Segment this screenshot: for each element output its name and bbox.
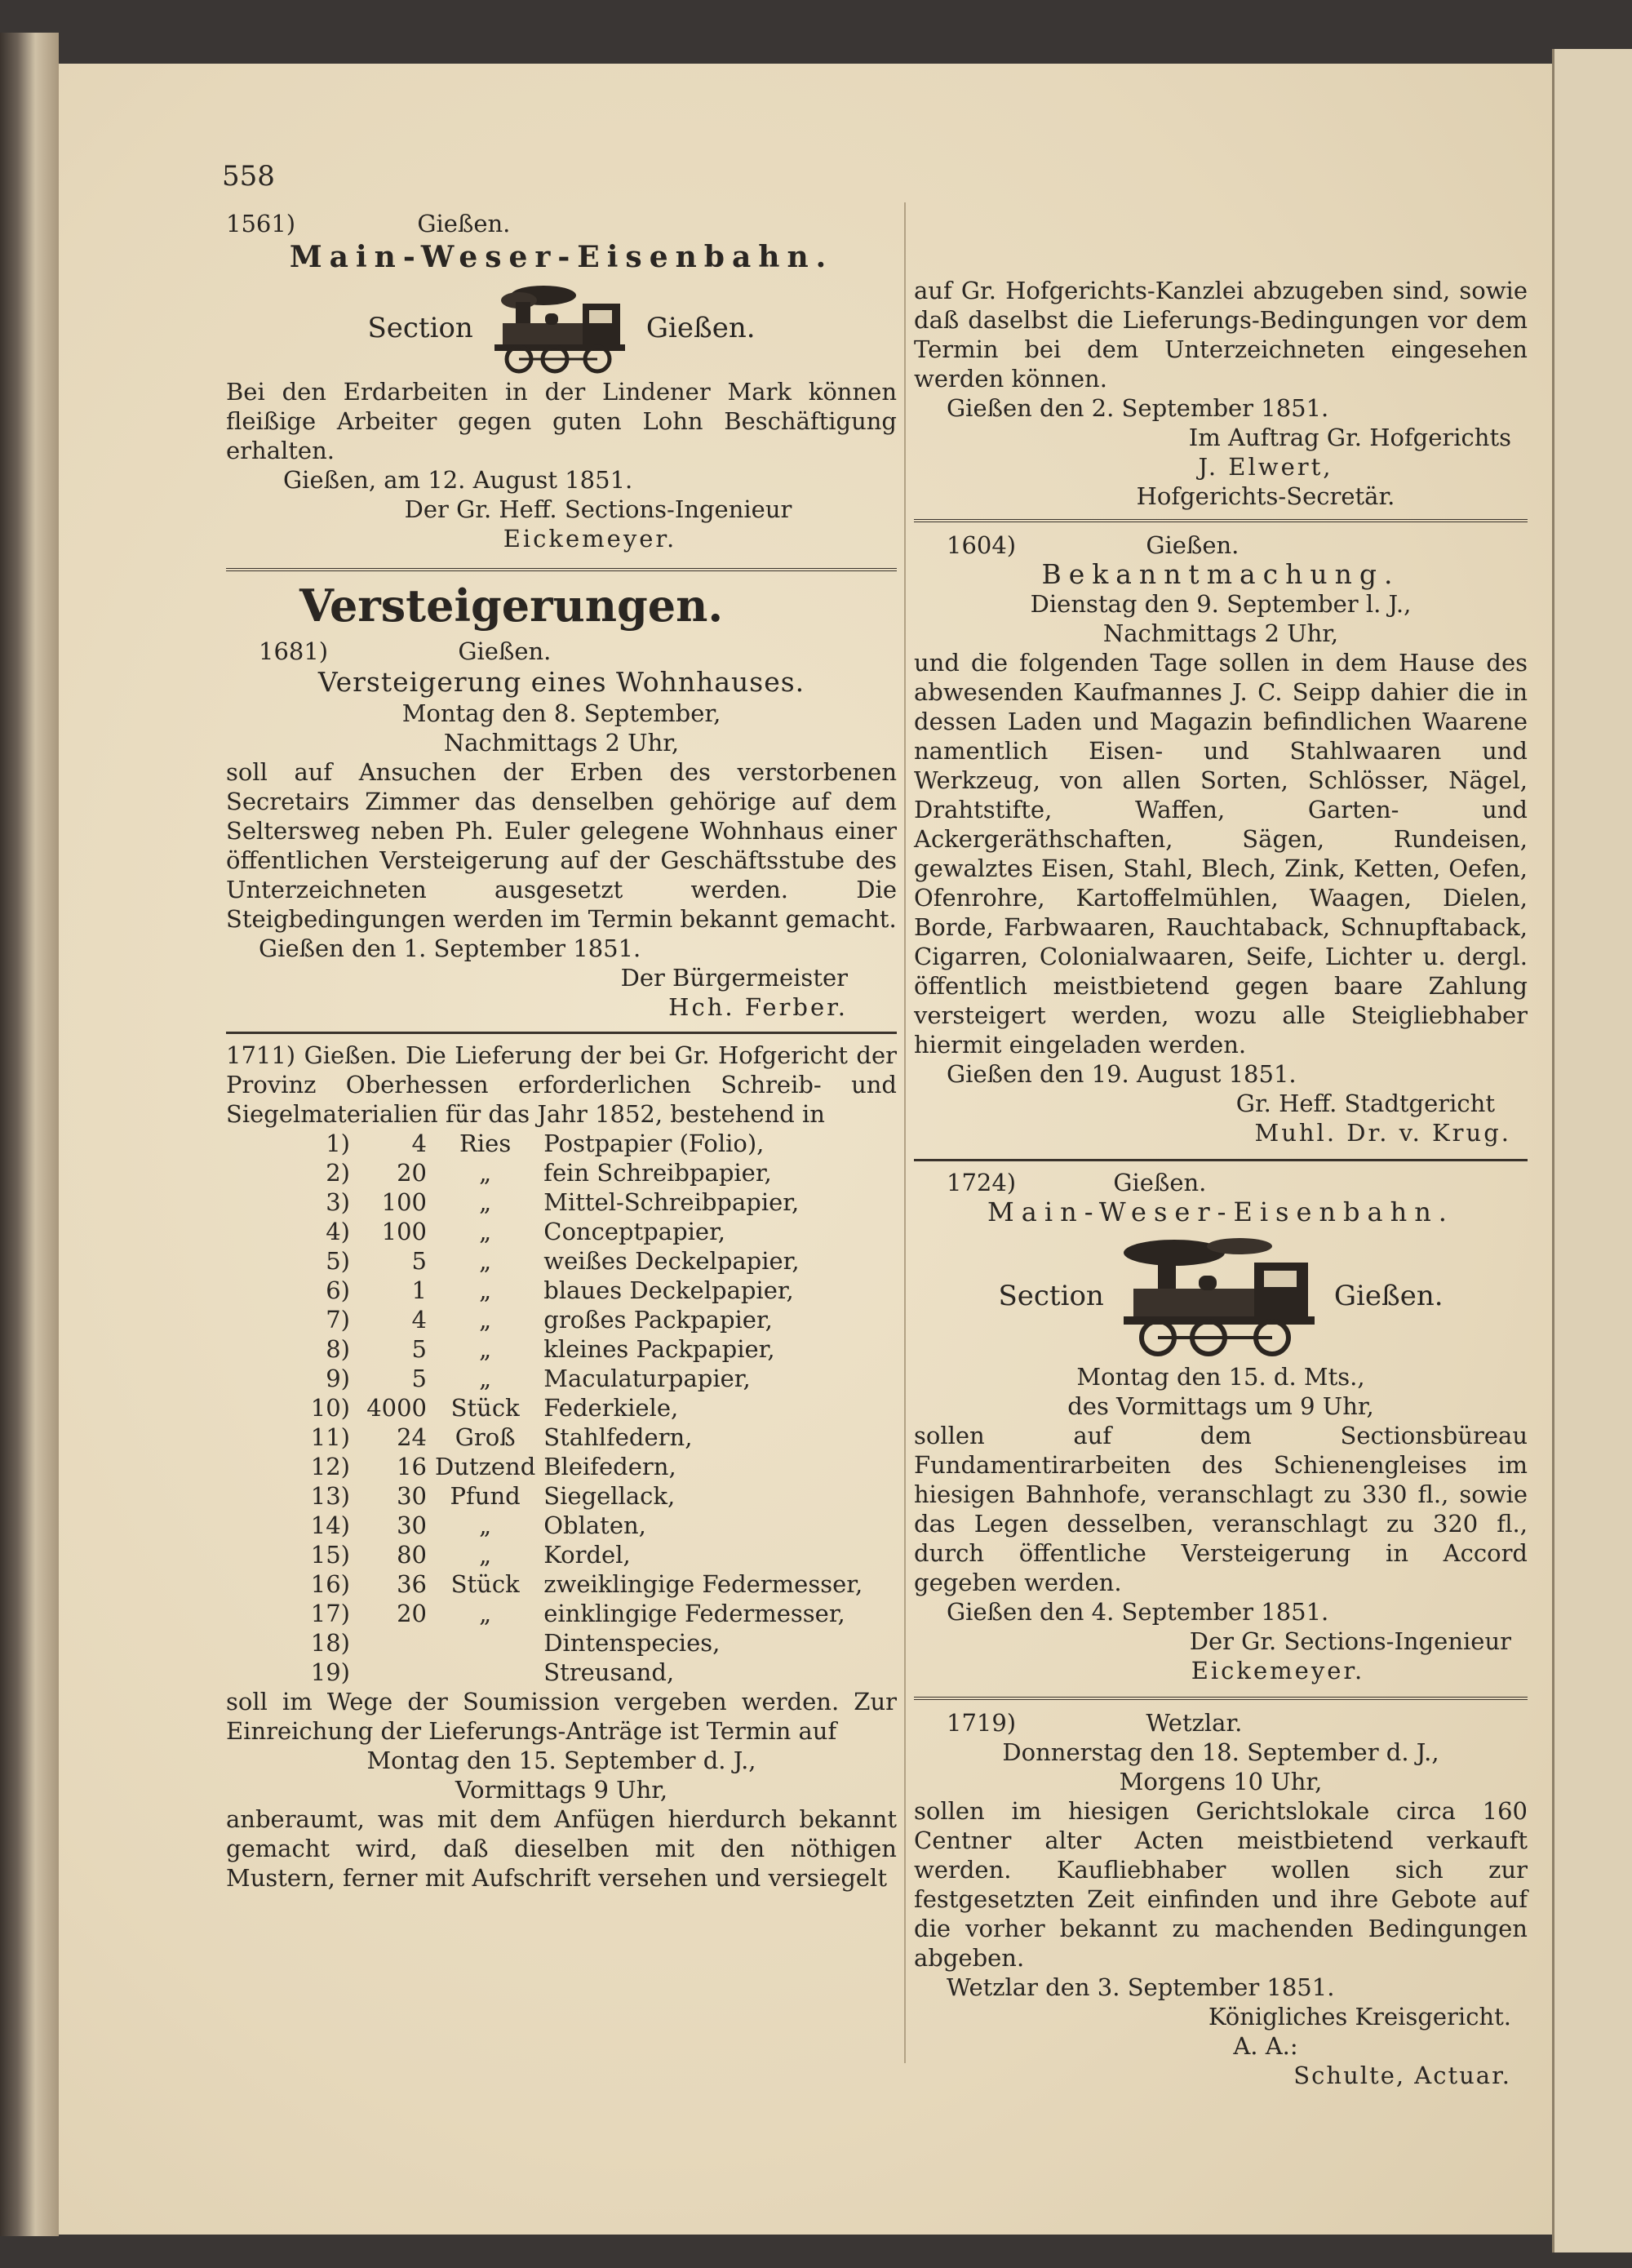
- notice-number: 1604): [947, 531, 1017, 559]
- item-number: 18): [310, 1629, 350, 1657]
- signature-abbrev: A. A.:: [1233, 2032, 1298, 2060]
- notice-time: Nachmittags 2 Uhr,: [1102, 619, 1339, 647]
- section-row: [226, 282, 897, 374]
- notice-text: anberaumt, was mit dem Anfügen hierdurch bekannt gemacht wird, daß dieselben mit den nöthigen Mustern, ferner mit Aufschrift versehen und versiegelt: [226, 1805, 897, 1892]
- item-number: 10): [310, 1394, 350, 1422]
- item-quantity: [358, 1628, 435, 1658]
- item-unit: „: [479, 1159, 492, 1187]
- item-unit: „: [479, 1541, 492, 1569]
- item-number: 9): [326, 1365, 350, 1392]
- item-description: Maculaturpapier,: [543, 1365, 751, 1392]
- divider: [914, 519, 1528, 522]
- notice-text: 1711) Gießen. Die Lieferung der bei Gr. Hofgericht der Provinz Oberhessen erforderlichen Schreib- und Siegelmaterialien für das Jahr 1852, bestehend in: [226, 1041, 897, 1128]
- signature-name: J. Elwert,: [1198, 453, 1333, 481]
- column-divider: [904, 202, 906, 2063]
- item-row: [299, 1422, 871, 1452]
- section-heading: Versteigerungen.: [299, 579, 724, 632]
- item-row: [299, 1393, 871, 1422]
- item-row: [299, 1246, 871, 1276]
- item-number: 5): [326, 1247, 350, 1275]
- notice-1719: [914, 1708, 1528, 2090]
- notice-text: Bei den Erdarbeiten in der Lindener Mark können fleißige Arbeiter gegen guten Lohn Beschäftigung erhalten.: [226, 378, 897, 464]
- signature-name: Muhl. Dr. v. Krug.: [1254, 1119, 1511, 1147]
- notice-1561: [226, 209, 897, 553]
- signature-name: Schulte, Actuar.: [1293, 2062, 1511, 2089]
- notice-1724: [914, 1168, 1528, 1685]
- notice-1681: [226, 637, 897, 1022]
- item-unit: „: [479, 1247, 492, 1275]
- item-number: 8): [326, 1335, 350, 1363]
- divider: [914, 1697, 1528, 1700]
- item-unit: „: [479, 1188, 492, 1216]
- item-quantity: [358, 1658, 435, 1687]
- notice-date: Gießen, am 12. August 1851.: [283, 466, 633, 494]
- item-number: 19): [310, 1658, 350, 1686]
- item-row: [299, 1158, 871, 1187]
- item-description: Mittel-Schreibpapier,: [543, 1188, 800, 1216]
- railway-title: Main-Weser-Eisenbahn.: [289, 240, 834, 274]
- right-column: [914, 276, 1528, 2090]
- item-description: Siegellack,: [543, 1482, 676, 1510]
- item-row: [299, 1511, 871, 1540]
- notice-place: Gießen.: [417, 210, 511, 237]
- notice-date: Gießen den 1. September 1851.: [259, 934, 641, 962]
- signature-line: Gr. Heff. Stadtgericht: [1235, 1090, 1495, 1117]
- item-description: Dintenspecies,: [543, 1629, 721, 1657]
- item-row: [299, 1599, 871, 1628]
- item-description: fein Schreibpapier,: [543, 1159, 772, 1187]
- notice-place: Gießen.: [1146, 531, 1240, 559]
- item-row: [299, 1334, 871, 1364]
- item-number: 15): [310, 1541, 350, 1569]
- notice-1604: [914, 530, 1528, 1147]
- item-row: [299, 1658, 871, 1687]
- item-row: [299, 1217, 871, 1246]
- notice-text: sollen auf dem Sectionsbüreau Fundamentirarbeiten des Schienengleises im hiesigen Bahnhofe, veranschlagt zu 330 fl., sowie das Legen desselben, veranschlagt zu 320 fl., durch öffentliche Versteigerung in Accord gegeben werden.: [914, 1422, 1528, 1596]
- notice-title: Bekanntmachung.: [1041, 558, 1400, 590]
- item-row: [299, 1628, 871, 1658]
- notice-text: auf Gr. Hofgerichts-Kanzlei abzugeben sind, sowie daß daselbst die Lieferungs-Bedingungen vor dem Termin bei dem Unterzeichneten eingesehen werden können.: [914, 277, 1528, 393]
- notice-number: 1681): [259, 637, 329, 665]
- section-place: Gießen.: [1333, 1280, 1444, 1312]
- item-unit: Ries: [459, 1130, 512, 1157]
- notice-place: Gießen.: [458, 637, 552, 665]
- item-row: [299, 1481, 871, 1511]
- item-unit: Stück: [450, 1570, 520, 1598]
- item-quantity: 100: [381, 1188, 427, 1216]
- notice-time: Nachmittags 2 Uhr,: [443, 729, 680, 757]
- divider: [226, 568, 897, 571]
- item-quantity: 5: [411, 1365, 427, 1392]
- notice-1711: [226, 1041, 897, 1893]
- item-unit: „: [479, 1218, 492, 1245]
- item-description: Bleifedern,: [543, 1453, 676, 1480]
- item-row: [299, 1452, 871, 1481]
- item-unit: „: [479, 1600, 492, 1627]
- item-description: Conceptpapier,: [543, 1218, 725, 1245]
- item-number: 12): [310, 1453, 350, 1480]
- item-unit: [435, 1628, 543, 1658]
- signature-line: Der Gr. Heff. Sections-Ingenieur: [404, 495, 792, 523]
- divider: [914, 1159, 1528, 1161]
- item-description: Streusand,: [543, 1658, 675, 1686]
- item-number: 2): [326, 1159, 350, 1187]
- item-quantity: 36: [397, 1570, 427, 1598]
- notice-text: soll im Wege der Soumission vergeben werden. Zur Einreichung der Lieferungs-Anträge ist Termin auf: [226, 1688, 897, 1745]
- item-unit: Stück: [450, 1394, 520, 1422]
- locomotive-icon: [486, 282, 633, 374]
- item-table: [299, 1129, 871, 1687]
- item-quantity: 1: [411, 1276, 427, 1304]
- signature-name: Eickemeyer.: [1191, 1657, 1365, 1684]
- notice-text: und die folgenden Tage sollen in dem Hause des abwesenden Kaufmannes J. C. Seipp dahier die in dessen Laden und Magazin befindlichen Waarene namentlich Eisen- und Stahlwaaren und Werkzeug, von allen Sorten, Schlösser, Nägel, Drahtstifte, Waffen, Garten- und Ackergeräthschaften, Sägen, Rundeisen, gewalztes Eisen, Stahl, Blech, Zink, Ketten, Oefen, Ofenrohre, Kartoffelmühlen, Waagen, Dielen, Borde, Farbwaaren, Rauchtaback, Schnupftaback, Cigarren, Colonialwaaren, Seife, Lichter u. dergl. öffentlich meistbietend gegen baare Zahlung versteigert werden, wozu alle Steigliebhaber hiermit eingeladen werden.: [914, 649, 1528, 1059]
- item-quantity: 4: [411, 1306, 427, 1334]
- notice-schedule: Montag den 15. September d. J.,: [366, 1746, 756, 1774]
- item-quantity: 4: [411, 1130, 427, 1157]
- notice-time: des Vormittags um 9 Uhr,: [1067, 1392, 1374, 1420]
- item-number: 3): [326, 1188, 350, 1216]
- section-row: [914, 1235, 1528, 1357]
- notice-text: sollen im hiesigen Gerichtslokale circa 160 Centner alter Acten meistbietend verkauft werden. Kaufliebhaber wollen sich zur festgesetzten Zeit einfinden und ihre Gebote auf die vorher bekannt zu machenden Bedingungen abgeben.: [914, 1797, 1528, 1972]
- item-row: [299, 1305, 871, 1334]
- item-quantity: 80: [397, 1541, 427, 1569]
- notice-date: Wetzlar den 3. September 1851.: [947, 1973, 1335, 2001]
- item-description: zweiklingige Federmesser,: [543, 1570, 863, 1598]
- item-description: Postpapier (Folio),: [543, 1130, 765, 1157]
- notice-title: Versteigerung eines Wohnhauses.: [317, 666, 805, 698]
- facing-page-edge: [1552, 49, 1632, 2252]
- book-edge: [0, 33, 59, 2236]
- item-number: 1): [326, 1130, 350, 1157]
- notice-schedule: Montag den 15. d. Mts.,: [1076, 1363, 1365, 1391]
- divider: [226, 1032, 897, 1034]
- signature-line: Der Bürgermeister: [620, 964, 848, 992]
- item-number: 14): [310, 1511, 350, 1539]
- notice-date: Gießen den 19. August 1851.: [947, 1060, 1297, 1088]
- signature-title: Hofgerichts-Secretär.: [1136, 482, 1395, 510]
- signature-name: Hch. Ferber.: [668, 993, 848, 1021]
- item-unit: „: [479, 1335, 492, 1363]
- notice-schedule: Donnerstag den 18. September d. J.,: [1002, 1738, 1439, 1766]
- newspaper-page: [59, 64, 1552, 2235]
- item-quantity: 4000: [366, 1394, 427, 1422]
- notice-place: Gießen.: [1113, 1169, 1207, 1196]
- item-number: 6): [326, 1276, 350, 1304]
- item-quantity: 16: [397, 1453, 427, 1480]
- signature-line: Im Auftrag Gr. Hofgerichts: [1188, 424, 1511, 451]
- item-description: blaues Deckelpapier,: [543, 1276, 794, 1304]
- notice-time: Vormittags 9 Uhr,: [455, 1776, 668, 1804]
- item-description: weißes Deckelpapier,: [543, 1247, 800, 1275]
- item-number: 17): [310, 1600, 350, 1627]
- item-row: [299, 1187, 871, 1217]
- item-row: [299, 1276, 871, 1305]
- notice-number: 1724): [947, 1169, 1017, 1196]
- item-quantity: 30: [397, 1511, 427, 1539]
- item-unit: „: [479, 1365, 492, 1392]
- item-description: kleines Packpapier,: [543, 1335, 775, 1363]
- signature-name: Eickemeyer.: [503, 525, 677, 553]
- item-quantity: 30: [397, 1482, 427, 1510]
- item-description: Kordel,: [543, 1541, 631, 1569]
- item-number: 7): [326, 1306, 350, 1334]
- notice-place: Wetzlar.: [1146, 1709, 1243, 1737]
- page-number: 558: [222, 160, 275, 193]
- item-unit: „: [479, 1306, 492, 1334]
- notice-time: Morgens 10 Uhr,: [1119, 1768, 1323, 1795]
- item-description: Stahlfedern,: [543, 1423, 693, 1451]
- item-unit: Dutzend: [435, 1453, 536, 1480]
- notice-date: Gießen den 2. September 1851.: [947, 394, 1329, 422]
- notice-text: soll auf Ansuchen der Erben des verstorbenen Secretairs Zimmer das denselben gehörige auf dem Seltersweg neben Ph. Euler gelegene Wohnhaus einer öffentlichen Versteigerung auf der Geschäftsstube des Unterzeichneten ausgesetzt werden. Die Steigbedingungen werden im Termin bekannt gemacht.: [226, 758, 897, 933]
- item-description: einklingige Federmesser,: [543, 1600, 845, 1627]
- item-unit: Pfund: [450, 1482, 521, 1510]
- item-quantity: 5: [411, 1247, 427, 1275]
- item-unit: Groß: [455, 1423, 516, 1451]
- item-description: Federkiele,: [543, 1394, 679, 1422]
- signature-line: Der Gr. Sections-Ingenieur: [1189, 1627, 1511, 1655]
- left-column: [226, 209, 897, 1893]
- item-quantity: 24: [397, 1423, 427, 1451]
- item-quantity: 20: [397, 1600, 427, 1627]
- locomotive-icon: [1117, 1235, 1321, 1357]
- item-description: Oblaten,: [543, 1511, 646, 1539]
- section-place: Gießen.: [645, 312, 756, 344]
- item-quantity: 20: [397, 1159, 427, 1187]
- railway-title: Main-Weser-Eisenbahn.: [987, 1196, 1454, 1227]
- item-row: [299, 1364, 871, 1393]
- item-unit: „: [479, 1276, 492, 1304]
- item-number: 13): [310, 1482, 350, 1510]
- notice-schedule: Dienstag den 9. September l. J.,: [1030, 590, 1412, 618]
- item-row: [299, 1129, 871, 1158]
- item-quantity: 5: [411, 1335, 427, 1363]
- item-unit: „: [479, 1511, 492, 1539]
- section-label: Section: [998, 1280, 1104, 1312]
- item-number: 4): [326, 1218, 350, 1245]
- item-row: [299, 1540, 871, 1569]
- notice-date: Gießen den 4. September 1851.: [947, 1598, 1329, 1626]
- signature-line: Königliches Kreisgericht.: [1208, 2003, 1511, 2031]
- notice-number: 1561): [226, 210, 296, 237]
- item-row: [299, 1569, 871, 1599]
- notice-number: 1719): [947, 1709, 1017, 1737]
- notice-1711-continued: [914, 276, 1528, 511]
- item-number: 16): [310, 1570, 350, 1598]
- notice-schedule: Montag den 8. September,: [401, 699, 721, 727]
- item-unit: [435, 1658, 543, 1687]
- section-label: Section: [367, 312, 473, 344]
- item-number: 11): [310, 1423, 350, 1451]
- item-description: großes Packpapier,: [543, 1306, 773, 1334]
- item-quantity: 100: [381, 1218, 427, 1245]
